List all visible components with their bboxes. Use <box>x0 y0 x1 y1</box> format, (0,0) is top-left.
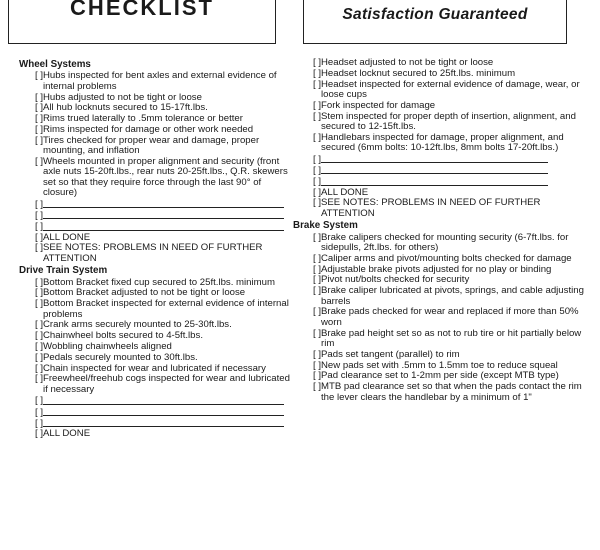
checklist-item-text: Brake pads checked for wear and replaced if more than 50% worn <box>321 306 579 328</box>
write-in-line[interactable] <box>321 185 548 186</box>
checklist-item[interactable] <box>22 136 294 157</box>
checkbox[interactable]: [ ] <box>35 70 43 82</box>
write-in-line[interactable] <box>43 207 284 208</box>
checkbox[interactable]: [ ] <box>35 340 43 352</box>
section-heading-wheel-systems: Wheel Systems <box>19 59 91 70</box>
checklist-item-text: All hub locknuts secured to 15-17ft.lbs. <box>43 102 208 114</box>
checkbox[interactable]: [ ] <box>313 176 321 188</box>
write-in-line[interactable] <box>321 173 548 174</box>
checkbox[interactable]: [ ] <box>313 131 321 143</box>
checklist-item-text: Headset adjusted to not be tight or loose <box>321 57 494 68</box>
checklist-item[interactable] <box>22 71 294 92</box>
checkbox[interactable]: [ ] <box>35 113 43 125</box>
checklist-item-text: MTB pad clearance set so that when the pads contact the rim the lever clears the handlebar by a minimum of 1" <box>321 381 582 403</box>
checkbox[interactable]: [ ] <box>35 276 43 288</box>
checklist-item[interactable] <box>294 350 594 360</box>
checklist-item[interactable] <box>294 101 594 111</box>
checklist-item[interactable] <box>22 157 294 199</box>
checkbox[interactable]: [ ] <box>313 110 321 122</box>
checkbox[interactable]: [ ] <box>313 359 321 371</box>
checkbox[interactable]: [ ] <box>313 164 321 176</box>
checkbox[interactable]: [ ] <box>35 330 43 342</box>
checklist-item[interactable] <box>294 233 594 254</box>
checkbox[interactable]: [ ] <box>35 209 43 221</box>
checkbox[interactable]: [ ] <box>35 319 43 331</box>
checklist-item-text: Fork inspected for damage <box>321 99 436 111</box>
checkbox[interactable]: [ ] <box>35 242 43 254</box>
checklist-item-text: Tires checked for proper wear and damage, proper mounting, and inflation <box>43 134 260 157</box>
checklist-item-text: SEE NOTES: PROBLEMS IN NEED OF FURTHER ATTENTION <box>43 242 263 264</box>
checklist-item-text: Pads set tangent (parallel) to rim <box>321 348 460 360</box>
write-in-line[interactable] <box>43 218 284 219</box>
checklist-title-box <box>8 0 276 44</box>
checklist-item-text: Crank arms securely mounted to 25-30ft.lbs. <box>43 319 232 331</box>
checklist-item[interactable] <box>22 125 294 135</box>
checklist-item-all-done[interactable] <box>22 429 294 439</box>
checkbox[interactable]: [ ] <box>35 102 43 114</box>
checklist-item[interactable] <box>294 329 594 350</box>
checkbox[interactable]: [ ] <box>35 406 43 418</box>
checkbox[interactable]: [ ] <box>35 91 43 103</box>
checklist-item-text: ALL DONE <box>43 428 91 440</box>
checkbox[interactable]: [ ] <box>313 57 321 68</box>
checklist-item-text: Rims inspected for damage or other work needed <box>43 124 254 135</box>
checkbox[interactable]: [ ] <box>35 287 43 299</box>
checkbox[interactable]: [ ] <box>35 373 43 385</box>
checkbox[interactable]: [ ] <box>313 274 321 286</box>
blank-checklist-line[interactable] <box>294 154 594 165</box>
checklist-item-text: SEE NOTES: PROBLEMS IN NEED OF FURTHER ATTENTION <box>321 197 541 219</box>
checklist-item-text: Hubs inspected for bent axles and external evidence of internal problems <box>43 70 277 92</box>
checklist-item-text: Stem inspected for proper depth of insertion, alignment, and secured to 12-15ft.lbs. <box>321 110 576 132</box>
checkbox[interactable]: [ ] <box>35 417 43 429</box>
checklist-item-text: ALL DONE <box>43 231 91 243</box>
checkbox[interactable]: [ ] <box>313 263 321 275</box>
checkbox[interactable]: [ ] <box>35 362 43 374</box>
checklist-item[interactable] <box>22 342 294 352</box>
blank-checklist-line[interactable] <box>22 199 294 210</box>
checklist-item-text: Chain inspected for wear and lubricated if necessary <box>43 362 266 374</box>
wheel-systems-list <box>22 71 294 198</box>
checkbox[interactable]: [ ] <box>313 252 321 264</box>
checklist-item[interactable] <box>294 80 594 101</box>
section-heading-brake-system: Brake System <box>293 220 358 232</box>
checklist-item[interactable] <box>294 58 594 68</box>
write-in-line[interactable] <box>43 230 284 231</box>
checklist-item-text: Rims trued laterally to .5mm tolerance or better <box>43 113 243 125</box>
checklist-item-text: ALL DONE <box>321 186 369 198</box>
checklist-item-text: Brake pad height set so as not to rub tire or hit partially below rim <box>321 327 582 349</box>
write-in-line[interactable] <box>43 415 284 416</box>
checklist-item[interactable] <box>294 69 594 79</box>
headset-list <box>294 58 594 154</box>
checkbox[interactable]: [ ] <box>35 198 43 210</box>
checklist-item[interactable] <box>294 112 594 133</box>
checkbox[interactable]: [ ] <box>313 186 321 198</box>
checklist-item-text: Adjustable brake pivots adjusted for no play or binding <box>321 263 552 275</box>
write-in-line[interactable] <box>43 404 284 405</box>
checkbox[interactable]: [ ] <box>313 381 321 393</box>
checklist-item[interactable] <box>294 133 594 154</box>
drive-train-list <box>22 278 294 396</box>
checklist-item-text: New pads set with .5mm to 1.5mm toe to reduce squeal <box>321 359 558 371</box>
checkbox[interactable]: [ ] <box>35 156 43 167</box>
checklist-item-text: Hubs adjusted to not be tight or loose <box>43 91 202 103</box>
right-column <box>294 58 594 403</box>
checklist-item-text: Pivot nut/bolts checked for security <box>321 274 470 286</box>
left-column <box>19 58 294 440</box>
checklist-item[interactable] <box>294 286 594 307</box>
blank-checklist-line[interactable] <box>22 396 294 407</box>
checklist-item-text: Bottom Bracket fixed cup secured to 25ft.lbs. minimum <box>43 276 275 288</box>
write-in-line[interactable] <box>43 426 284 427</box>
blank-checklist-line[interactable] <box>22 407 294 418</box>
checklist-item-text: Handlebars inspected for damage, proper alignment, and secured (6mm bolts: 10-12ft.lbs, 8mm bolts 17-20ft.lbs.) <box>321 131 564 154</box>
guarantee-box <box>303 0 567 44</box>
drive-train-blanks <box>22 396 294 430</box>
checkbox[interactable]: [ ] <box>35 298 43 310</box>
checklist-item-text: Freewheel/freehub cogs inspected for wear and lubricated if necessary <box>43 373 290 395</box>
checkbox[interactable]: [ ] <box>35 221 43 233</box>
checkbox[interactable]: [ ] <box>313 197 321 209</box>
checklist-item-text: Pad clearance set to 1-2mm per side (except MTB type) <box>321 370 559 382</box>
checklist-item-text: Headset locknut secured to 25ft.lbs. minimum <box>321 67 516 79</box>
checkbox[interactable]: [ ] <box>35 231 43 243</box>
checkbox[interactable]: [ ] <box>313 99 321 111</box>
checklist-item-see-notes[interactable] <box>294 198 594 219</box>
checkbox[interactable]: [ ] <box>35 351 43 363</box>
checkbox[interactable]: [ ] <box>313 285 321 297</box>
checklist-item-text: Wobbling chainwheels aligned <box>43 340 172 352</box>
checkbox[interactable]: [ ] <box>313 348 321 360</box>
blank-checklist-line[interactable] <box>22 210 294 221</box>
checklist-item[interactable] <box>294 382 594 403</box>
checkbox[interactable]: [ ] <box>313 370 321 382</box>
checklist-item[interactable] <box>294 254 594 264</box>
section-heading-drive-train: Drive Train System <box>19 265 108 277</box>
checklist-item-text: Bottom Bracket adjusted to not be tight or loose <box>43 287 246 299</box>
blank-checklist-line[interactable] <box>294 165 594 176</box>
checkbox[interactable]: [ ] <box>313 67 321 79</box>
checklist-item-text: Chainwheel bolts secured to 4-5ft.lbs. <box>43 330 203 342</box>
checklist-item-text: Brake caliper lubricated at pivots, springs, and cable adjusting barrels <box>321 285 584 307</box>
checklist-item[interactable] <box>22 353 294 363</box>
checklist-item[interactable] <box>22 299 294 320</box>
blank-checklist-line[interactable] <box>294 176 594 187</box>
brake-system-list <box>294 233 594 403</box>
headset-blanks <box>294 154 594 188</box>
checkbox[interactable]: [ ] <box>35 134 43 146</box>
checklist-title: CHECKLIST <box>70 0 214 20</box>
checkbox[interactable]: [ ] <box>35 428 43 440</box>
checkbox[interactable]: [ ] <box>313 306 321 318</box>
checkbox[interactable]: [ ] <box>313 153 321 165</box>
checkbox[interactable]: [ ] <box>313 78 321 90</box>
checkbox[interactable]: [ ] <box>35 124 43 135</box>
blank-checklist-line[interactable] <box>22 221 294 232</box>
checkbox[interactable]: [ ] <box>313 231 321 243</box>
checklist-item-text: Pedals securely mounted to 30ft.lbs. <box>43 351 198 363</box>
checkbox[interactable]: [ ] <box>35 395 43 407</box>
checklist-item-text: Wheels mounted in proper alignment and security (front axle nuts 15-20ft.lbs., rear nuts 20-25ft.lbs., Q.R. skewers set so that they require force through the last 90° of closure) <box>43 156 288 199</box>
checklist-item-text: Headset inspected for external evidence of damage, wear, or loose cups <box>321 78 580 100</box>
checklist-item-see-notes[interactable] <box>22 243 294 264</box>
checkbox[interactable]: [ ] <box>313 327 321 339</box>
checklist-item[interactable] <box>294 307 594 328</box>
wheel-systems-blanks <box>22 199 294 233</box>
checklist-item-text: Brake calipers checked for mounting security (6-7ft.lbs. for sidepulls, 2ft.lbs. for others) <box>321 231 569 253</box>
checklist-item[interactable] <box>22 374 294 395</box>
guarantee-title: Satisfaction Guaranteed <box>342 6 528 23</box>
checklist-item-text: Bottom Bracket inspected for external evidence of internal problems <box>43 298 289 320</box>
write-in-line[interactable] <box>321 162 548 163</box>
checklist-item-text: Caliper arms and pivot/mounting bolts checked for damage <box>321 252 572 264</box>
